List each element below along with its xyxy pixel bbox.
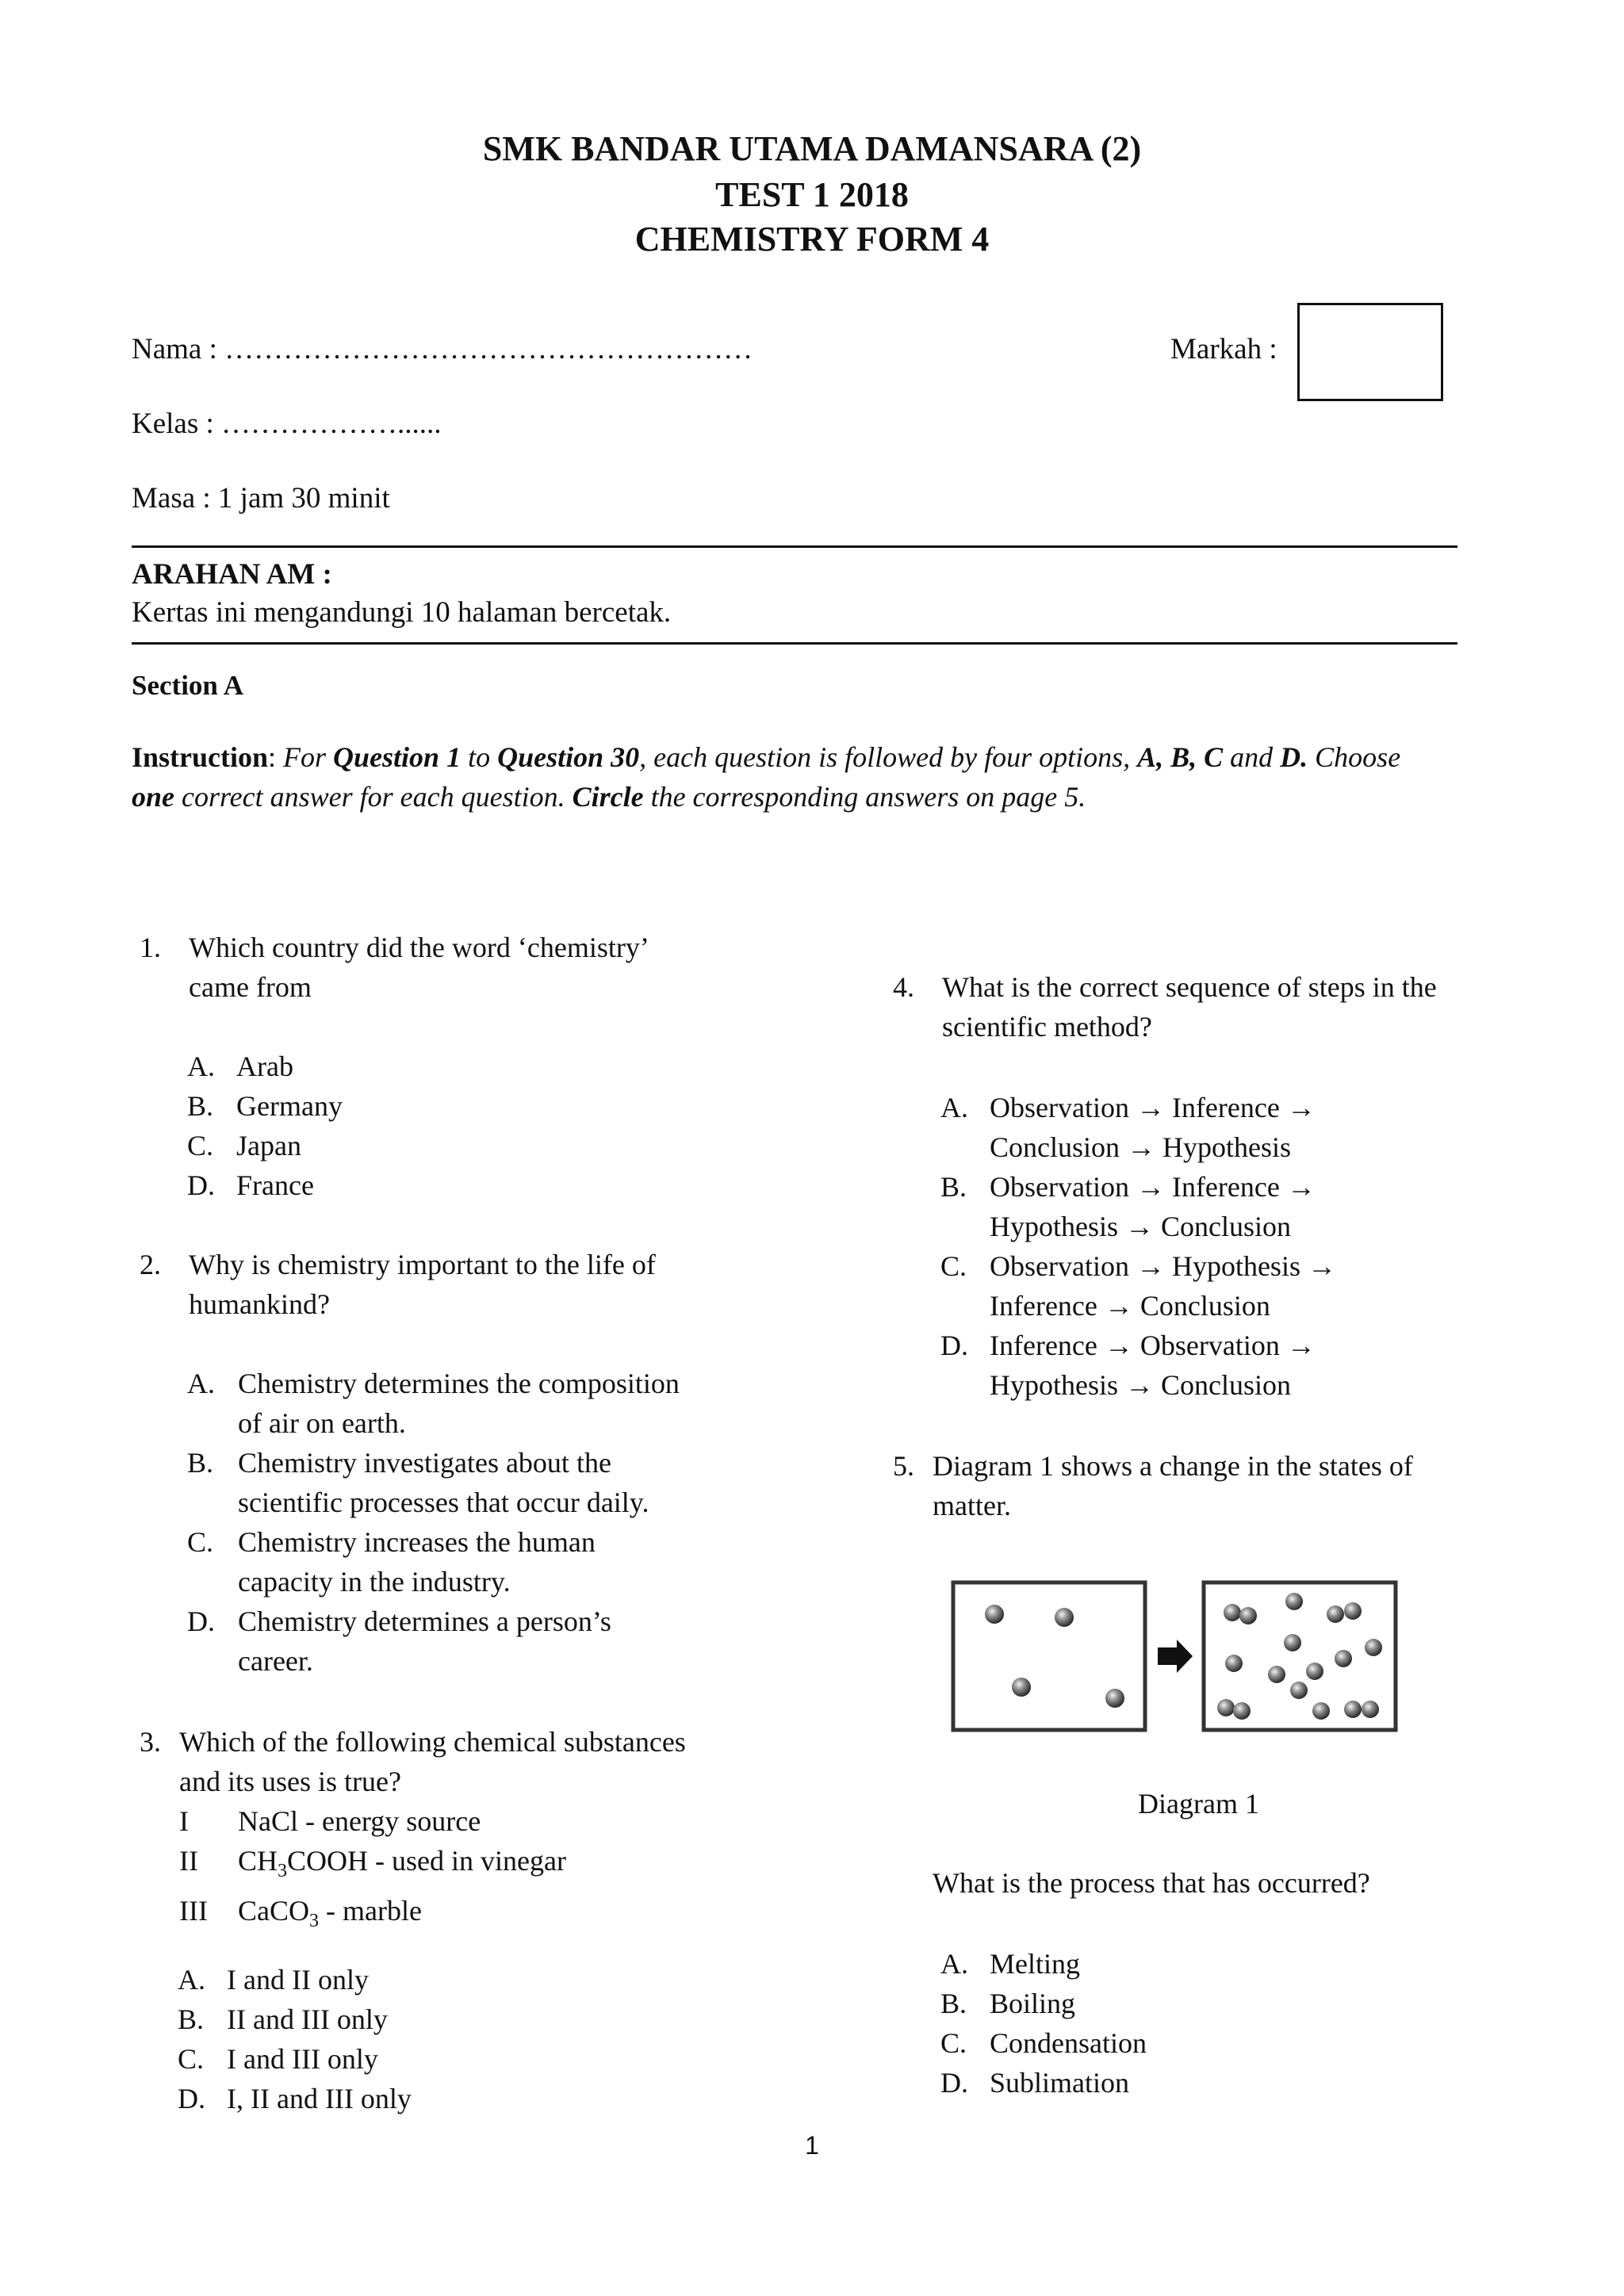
- kelas-dots: ………………......: [221, 408, 442, 440]
- q3-statement-3-formula-a: CaCO: [238, 1895, 309, 1927]
- markah-label: Markah :: [1170, 333, 1277, 365]
- q4-option-a-letter: A.: [940, 1092, 968, 1123]
- q3-option-a-letter: A.: [178, 1964, 205, 1996]
- q3-option-b-text: II and III only: [227, 2003, 388, 2035]
- q4-option-c-letter: C.: [940, 1250, 967, 1282]
- diagram-box-before: [953, 1582, 1145, 1730]
- q3-statement-1-numeral: I: [179, 1805, 189, 1837]
- name-dots: ………………………………………………: [224, 333, 753, 365]
- name-label: Nama :: [132, 333, 217, 365]
- q1-option-a-text: Arab: [236, 1050, 293, 1082]
- q4-option-c-line-1: Observation → Hypothesis →: [990, 1250, 1336, 1282]
- q2-option-d-line-1: Chemistry determines a person’s: [238, 1605, 611, 1637]
- q3-statement-3: [179, 1891, 758, 1941]
- question-1-line-1: Which country did the word ‘chemistry’: [189, 932, 649, 963]
- q4-option-d-line-1: Inference → Observation →: [990, 1330, 1316, 1361]
- question-5: [893, 1446, 1527, 1525]
- question-5-line-2: matter.: [933, 1490, 1011, 1521]
- q4-option-d[interactable]: [940, 1326, 1511, 1405]
- instruction-one: one: [132, 781, 174, 813]
- arahan-heading: ARAHAN AM :: [132, 558, 332, 591]
- diagram-1-caption: Diagram 1: [1138, 1788, 1259, 1820]
- q1-option-d-text: France: [236, 1169, 314, 1201]
- question-5-options: [940, 1944, 1496, 2103]
- q3-statement-2: [179, 1841, 758, 1891]
- q2-option-c-line-1: Chemistry increases the human: [238, 1526, 596, 1558]
- q4-option-b-line-1: Observation → Inference →: [990, 1171, 1316, 1203]
- q5-option-b-letter: B.: [940, 1988, 967, 2019]
- instruction-a: A: [1137, 741, 1157, 773]
- diagram-1: [948, 1579, 1400, 1738]
- diagram-1-figure: [948, 1579, 1400, 1738]
- question-3-options: [178, 1960, 733, 2118]
- q5-option-c-text: Condensation: [990, 2027, 1147, 2059]
- q3-statement-1: [179, 1801, 758, 1841]
- instruction-label: Instruction: [132, 741, 269, 773]
- question-1-options: [187, 1047, 742, 1205]
- q2-option-c-letter: C.: [187, 1526, 214, 1558]
- q3-option-c-text: I and III only: [227, 2043, 378, 2075]
- instruction-sep: :: [268, 741, 284, 773]
- question-2-line-1: Why is chemistry important to the life of: [189, 1249, 656, 1280]
- question-5-prompt: What is the process that has occurred?: [933, 1867, 1370, 1899]
- question-1-line-2: came from: [189, 971, 312, 1003]
- instruction-circle: Circle: [572, 781, 644, 813]
- q5-option-c[interactable]: [940, 2023, 1496, 2063]
- instruction-t3: to: [461, 741, 498, 773]
- q3-option-a-text: I and II only: [227, 1964, 369, 1996]
- school-name: SMK BANDAR UTAMA DAMANSARA (2): [482, 129, 1142, 168]
- instruction-q30: Question 30: [497, 741, 640, 773]
- q3-statement-3-formula-b: - marble: [319, 1895, 422, 1927]
- q2-option-b-line-2: scientific processes that occur daily.: [238, 1487, 649, 1518]
- q1-option-a[interactable]: [187, 1047, 742, 1086]
- q2-option-c[interactable]: [187, 1522, 758, 1601]
- instruction-t4: , each question is followed by four options,: [639, 741, 1138, 773]
- q3-statement-2-numeral: II: [179, 1845, 198, 1877]
- q1-option-b[interactable]: [187, 1086, 742, 1126]
- arrow-icon: [1158, 1640, 1193, 1673]
- q5-option-a-letter: A.: [940, 1948, 968, 1980]
- instruction-t9: correct answer for each question.: [174, 781, 573, 813]
- q1-option-a-letter: A.: [187, 1050, 215, 1082]
- q3-option-b[interactable]: [178, 1999, 733, 2039]
- q5-option-a[interactable]: [940, 1944, 1496, 1984]
- q3-statement-2-formula-b: COOH - used in vinegar: [287, 1845, 566, 1877]
- question-1: [140, 928, 742, 1007]
- question-2-line-2: humankind?: [189, 1288, 330, 1320]
- question-4-number: 4.: [893, 971, 914, 1003]
- instruction-t5: ,: [1156, 741, 1171, 773]
- question-2: [140, 1245, 742, 1324]
- question-5-number: 5.: [893, 1450, 914, 1482]
- q2-option-c-line-2: capacity in the industry.: [238, 1566, 511, 1598]
- q3-option-c-letter: C.: [178, 2043, 205, 2075]
- q1-option-b-text: Germany: [236, 1090, 343, 1122]
- q2-option-d-line-2: career.: [238, 1645, 313, 1677]
- q2-option-a-letter: A.: [187, 1368, 215, 1399]
- divider-top: [132, 545, 1457, 548]
- q1-option-b-letter: B.: [187, 1090, 214, 1122]
- question-2-options: [187, 1364, 758, 1681]
- q2-option-d[interactable]: [187, 1601, 758, 1681]
- question-4-line-1: What is the correct sequence of steps in the: [942, 971, 1437, 1003]
- question-1-number: 1.: [140, 932, 161, 963]
- q3-option-d-letter: D.: [178, 2083, 205, 2114]
- q4-option-c-line-2: Inference → Conclusion: [990, 1290, 1270, 1322]
- q4-option-d-line-2: Hypothesis → Conclusion: [990, 1369, 1292, 1401]
- q5-option-d-letter: D.: [940, 2067, 968, 2099]
- question-5-line-1: Diagram 1 shows a change in the states of: [933, 1450, 1413, 1482]
- q1-option-d-letter: D.: [187, 1169, 215, 1201]
- q5-option-c-letter: C.: [940, 2027, 967, 2059]
- q2-option-a-line-1: Chemistry determines the composition: [238, 1368, 680, 1399]
- q4-option-b-line-2: Hypothesis → Conclusion: [990, 1211, 1292, 1242]
- q3-statement-2-subscript: 3: [278, 1861, 288, 1882]
- q1-option-c[interactable]: [187, 1126, 742, 1165]
- q5-option-b[interactable]: [940, 1984, 1496, 2023]
- q5-option-d[interactable]: [940, 2063, 1496, 2103]
- q3-option-d-text: I, II and III only: [227, 2083, 412, 2114]
- q3-statement-1-text: NaCl - energy source: [238, 1805, 481, 1837]
- q2-option-b[interactable]: [187, 1443, 758, 1522]
- page-number: 1: [805, 2131, 819, 2160]
- question-3-line-1: Which of the following chemical substances: [179, 1726, 686, 1758]
- q3-option-a[interactable]: [178, 1960, 733, 1999]
- instruction-b: B: [1170, 741, 1190, 773]
- question-3-line-2: and its uses is true?: [179, 1766, 401, 1797]
- question-3: [140, 1722, 758, 1941]
- q4-option-b-letter: B.: [940, 1171, 967, 1203]
- question-4-options: [940, 1088, 1511, 1405]
- divider-bottom: [132, 642, 1457, 645]
- instruction-c: C: [1204, 741, 1224, 773]
- q5-option-d-text: Sublimation: [990, 2067, 1130, 2099]
- q3-option-b-letter: B.: [178, 2003, 205, 2035]
- section-heading: Section A: [132, 670, 243, 701]
- masa-text: Masa : 1 jam 30 minit: [132, 482, 390, 515]
- kelas-field[interactable]: [132, 406, 442, 442]
- instruction-q1: Question 1: [333, 741, 462, 773]
- q4-option-a[interactable]: [940, 1088, 1511, 1167]
- q4-option-a-line-1: Observation → Inference →: [990, 1092, 1316, 1123]
- q4-option-c[interactable]: [940, 1246, 1511, 1326]
- q1-option-d[interactable]: [187, 1165, 742, 1205]
- instruction-t7: and: [1223, 741, 1281, 773]
- q4-option-a-line-2: Conclusion → Hypothesis: [990, 1131, 1292, 1163]
- arahan-text: Kertas ini mengandungi 10 halaman bercetak.: [132, 596, 672, 629]
- q2-option-a-line-2: of air on earth.: [238, 1407, 406, 1439]
- q2-option-d-letter: D.: [187, 1605, 215, 1637]
- kelas-label: Kelas :: [132, 408, 214, 440]
- q4-option-d-letter: D.: [940, 1330, 968, 1361]
- instruction-t8: Choose: [1308, 741, 1401, 773]
- instruction-d: D.: [1280, 741, 1308, 773]
- q2-option-b-line-1: Chemistry investigates about the: [238, 1447, 611, 1479]
- q5-option-b-text: Boiling: [990, 1988, 1076, 2019]
- q3-statement-3-numeral: III: [179, 1895, 208, 1927]
- instruction-t2: For: [283, 741, 334, 773]
- name-field[interactable]: [132, 331, 753, 368]
- q2-option-a[interactable]: [187, 1364, 758, 1443]
- test-title: TEST 1 2018: [715, 175, 909, 214]
- q1-option-c-letter: C.: [187, 1130, 214, 1161]
- q3-statement-2-formula-a: CH: [238, 1845, 278, 1877]
- q2-option-b-letter: B.: [187, 1447, 214, 1479]
- question-4: [893, 967, 1527, 1047]
- instruction-t10: the corresponding answers on page 5.: [643, 781, 1086, 813]
- q4-option-b[interactable]: [940, 1167, 1511, 1246]
- question-4-line-2: scientific method?: [942, 1011, 1152, 1043]
- q3-statement-3-subscript: 3: [309, 1911, 319, 1932]
- question-2-number: 2.: [140, 1249, 161, 1280]
- markah-box[interactable]: [1297, 303, 1443, 401]
- q1-option-c-text: Japan: [236, 1130, 301, 1161]
- q3-option-c[interactable]: [178, 2039, 733, 2079]
- q3-option-d[interactable]: [178, 2079, 733, 2118]
- q5-option-a-text: Melting: [990, 1948, 1080, 1980]
- question-3-number: 3.: [140, 1726, 161, 1758]
- subject-title: CHEMISTRY FORM 4: [634, 220, 990, 258]
- instruction-paragraph: [132, 737, 1496, 817]
- instruction-t6: ,: [1189, 741, 1205, 773]
